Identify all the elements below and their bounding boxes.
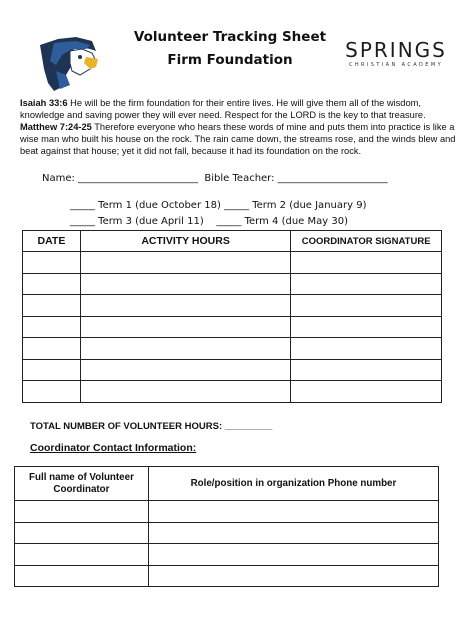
hours-cell[interactable] <box>80 295 290 317</box>
total-hours-line[interactable]: TOTAL NUMBER OF VOLUNTEER HOURS: _________ <box>30 421 273 432</box>
role-phone-header: Role/position in organization Phone number <box>148 467 438 501</box>
date-header: DATE <box>23 231 81 252</box>
term-line-1[interactable]: _____ Term 1 (due October 18) _____ Term 2 (due January 9) <box>70 200 367 211</box>
page-title: Volunteer Tracking Sheet <box>133 29 327 45</box>
hours-cell[interactable] <box>80 338 290 360</box>
hours-cell[interactable] <box>80 273 290 295</box>
table-row <box>23 273 442 295</box>
scripture-ref-1: Isaiah 33:6 <box>20 98 68 108</box>
scripture-paragraph <box>20 97 458 157</box>
signature-cell[interactable] <box>291 316 442 338</box>
date-cell[interactable] <box>23 295 81 317</box>
page-subtitle: Firm Foundation <box>167 52 293 68</box>
table-row <box>15 565 439 587</box>
coordinator-signature-header: COORDINATOR SIGNATURE <box>291 231 442 252</box>
coordinator-name-cell[interactable] <box>15 544 149 566</box>
scripture-ref-2: Matthew 7:24-25 <box>20 122 92 132</box>
role-phone-cell[interactable] <box>148 565 438 587</box>
date-cell[interactable] <box>23 252 81 274</box>
coordinator-name-header <box>15 467 149 501</box>
table-row <box>15 522 439 544</box>
eagle-logo-icon <box>36 35 100 93</box>
signature-cell[interactable] <box>291 252 442 274</box>
coordinator-name-cell[interactable] <box>15 522 149 544</box>
table-row <box>15 501 439 523</box>
coordinator-name-header-text: Full name of Volunteer Coordinator <box>29 471 134 495</box>
date-cell[interactable] <box>23 381 81 403</box>
table-row <box>23 381 442 403</box>
table-row <box>23 338 442 360</box>
signature-cell[interactable] <box>291 273 442 295</box>
name-teacher-line[interactable]: Name: ________________________ Bible Teacher: ______________________ <box>42 173 388 184</box>
scripture-text-2: Therefore everyone who hears these words of mine and puts them into practice is like a wise man who built his house on the rock. The rain came down, the streams rose, and the winds blew and beat against that house; yet it did not fall, because it had its foundation on the rock. <box>20 122 456 156</box>
scripture-text-1: He will be the firm foundation for their entire lives. He will give them all of the wisdom, knowledge and saving power they will ever need. Respect for the LORD is the key to that treasure. <box>20 98 426 120</box>
activity-header-row <box>23 231 442 252</box>
contact-table <box>14 466 439 587</box>
hours-cell[interactable] <box>80 316 290 338</box>
term-line-2[interactable]: _____ Term 3 (due April 11) _____ Term 4 (due May 30) <box>70 216 348 227</box>
contact-header-row <box>15 467 439 501</box>
brand-subtitle: CHRISTIAN ACADEMY <box>348 62 444 68</box>
signature-cell[interactable] <box>291 381 442 403</box>
activity-table <box>22 230 442 403</box>
signature-cell[interactable] <box>291 295 442 317</box>
coordinator-name-cell[interactable] <box>15 565 149 587</box>
date-cell[interactable] <box>23 316 81 338</box>
signature-cell[interactable] <box>291 338 442 360</box>
table-row <box>15 544 439 566</box>
coordinator-name-cell[interactable] <box>15 501 149 523</box>
signature-cell[interactable] <box>291 359 442 381</box>
hours-cell[interactable] <box>80 359 290 381</box>
table-row <box>23 295 442 317</box>
role-phone-cell[interactable] <box>148 501 438 523</box>
brand-name: SPRINGS <box>345 38 447 62</box>
hours-cell[interactable] <box>80 252 290 274</box>
role-phone-cell[interactable] <box>148 522 438 544</box>
date-cell[interactable] <box>23 359 81 381</box>
hours-cell[interactable] <box>80 381 290 403</box>
brand-logo <box>338 39 454 68</box>
date-cell[interactable] <box>23 338 81 360</box>
date-cell[interactable] <box>23 273 81 295</box>
table-row <box>23 316 442 338</box>
activity-hours-header: ACTIVITY HOURS <box>80 231 290 252</box>
table-row <box>23 359 442 381</box>
role-phone-cell[interactable] <box>148 544 438 566</box>
coordinator-contact-heading: Coordinator Contact Information: <box>30 442 197 454</box>
table-row <box>23 252 442 274</box>
